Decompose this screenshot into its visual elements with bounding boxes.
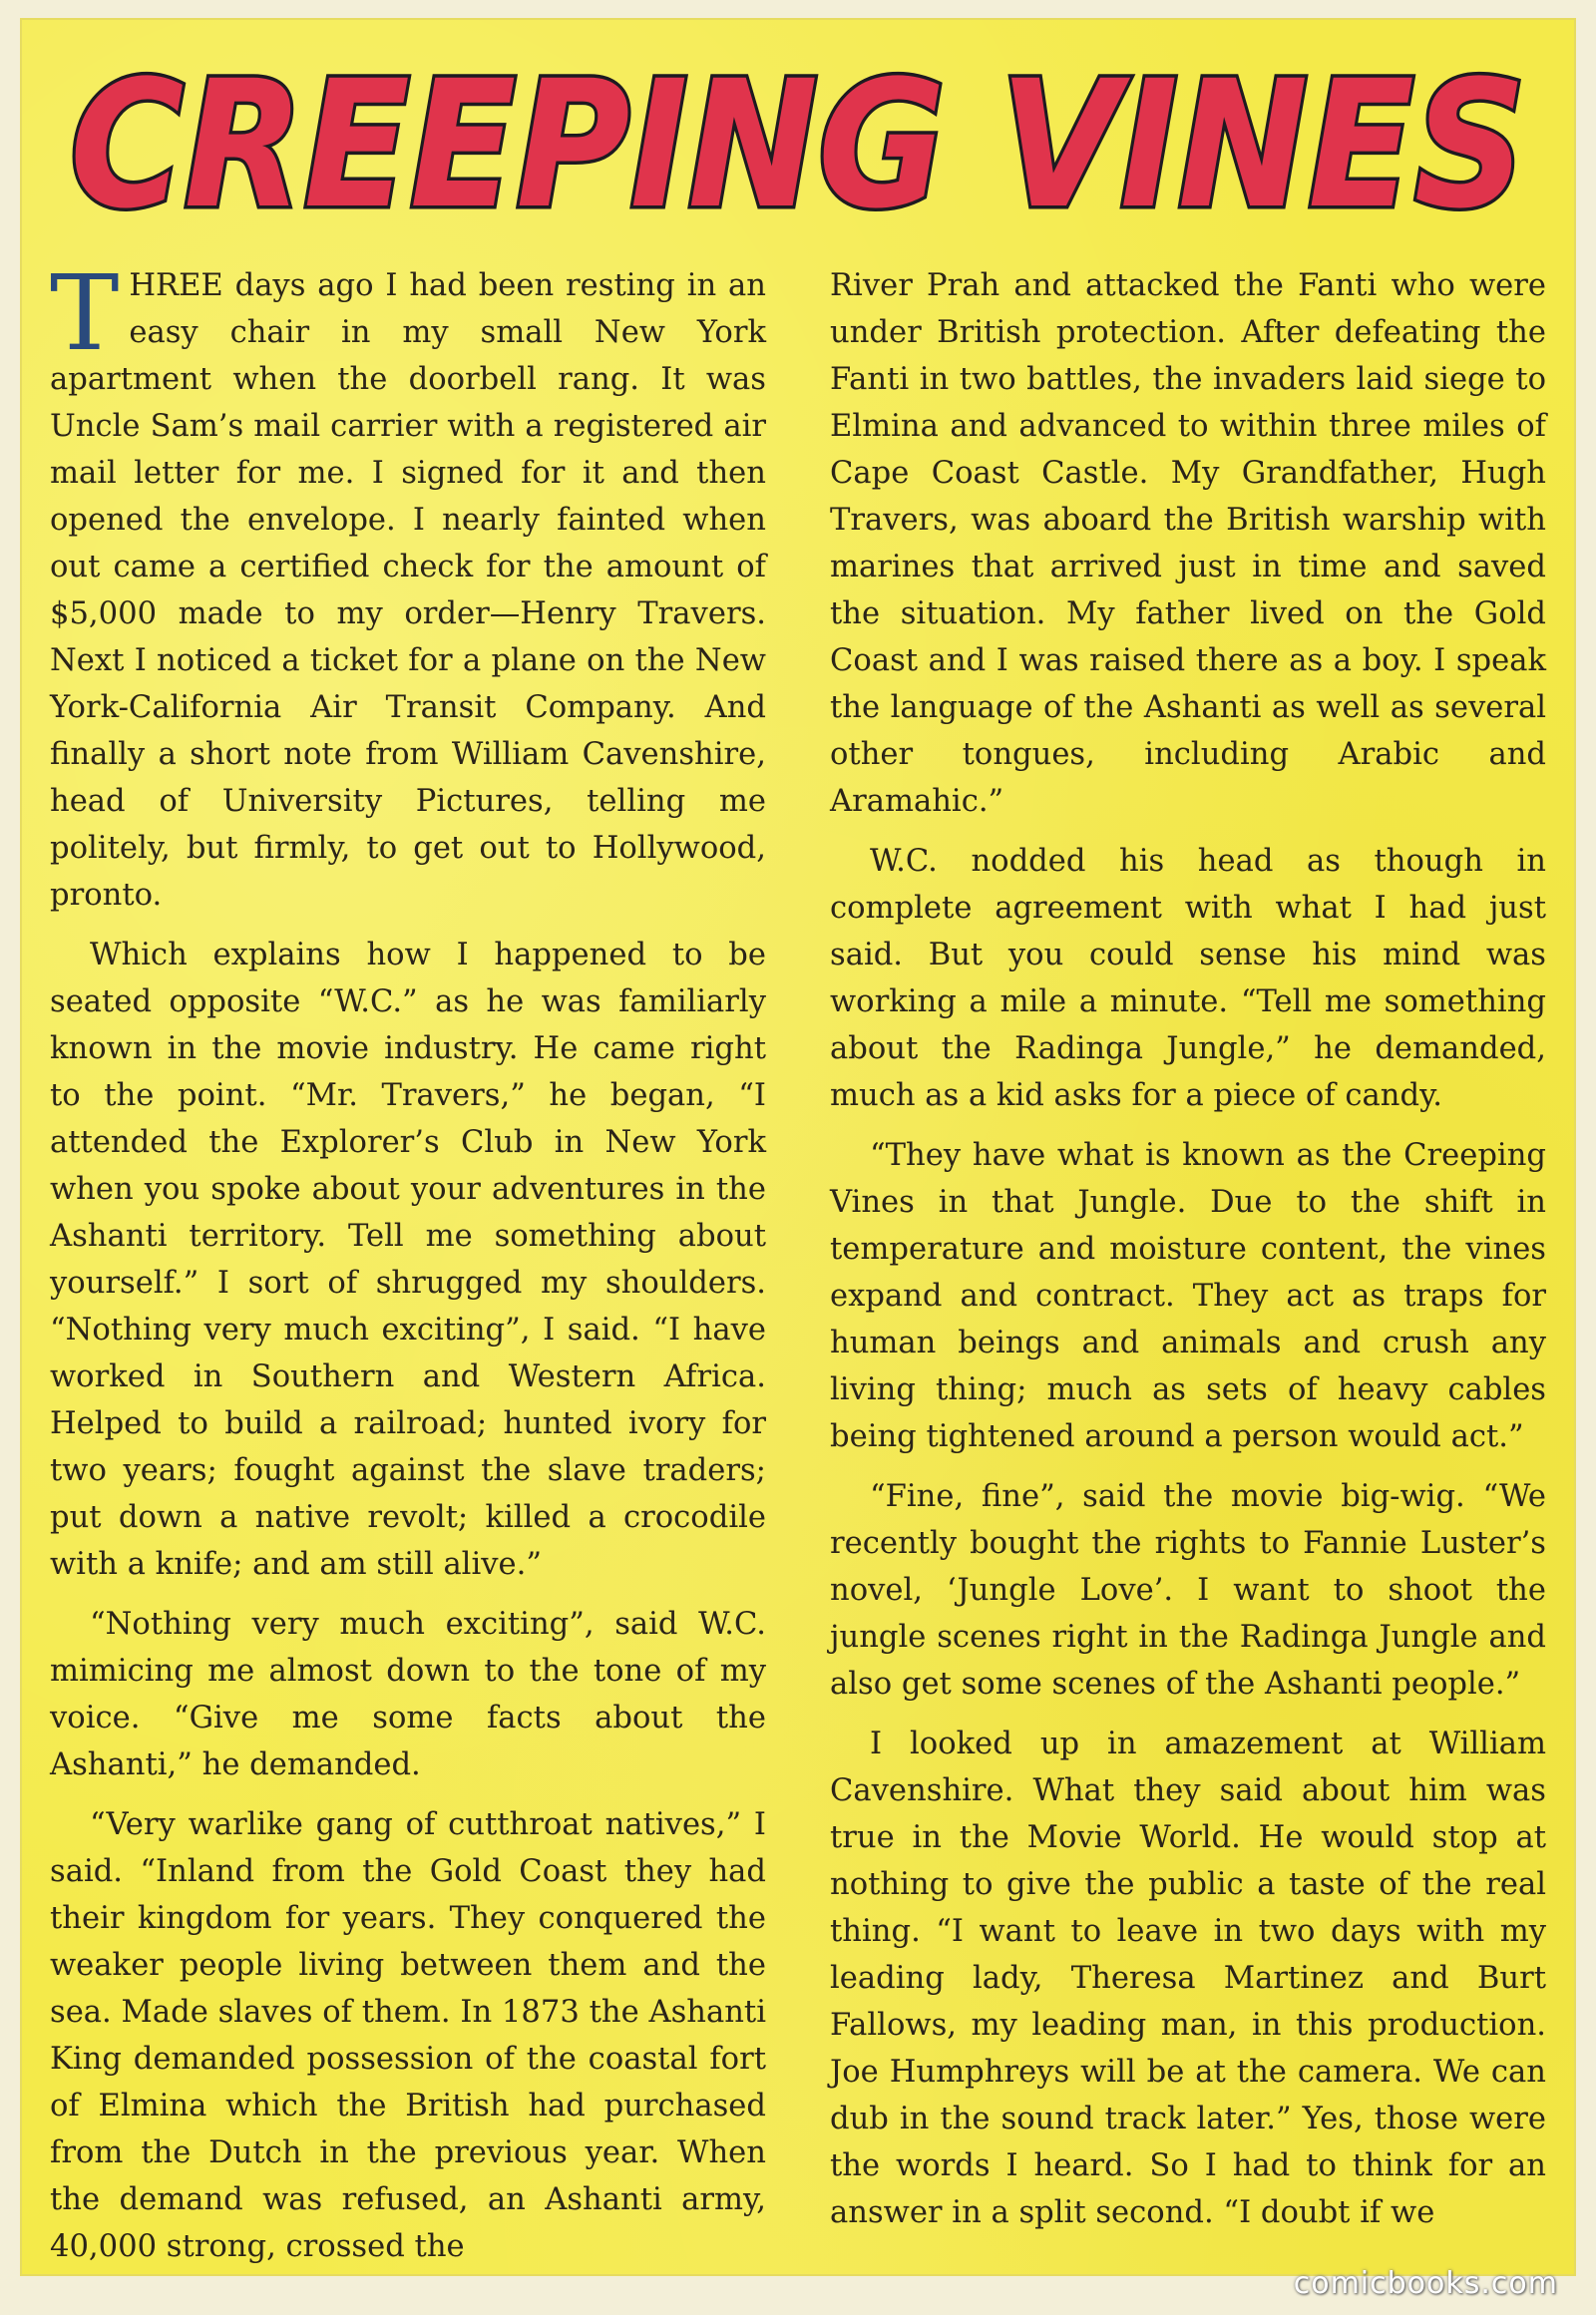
story-columns [50,252,1546,2272]
right-column [830,262,1546,2272]
left-column [50,252,766,2272]
site-watermark: comicbooks.com [1293,2266,1558,2301]
paragraph: “They have what is known as the Creeping Vines in that Jungle. Due to the shift in temperature and moisture content, the vines expand and contract. They act as traps for human beings and animals and crush any living thing; much as sets of heavy cables being tightened around a person would act.” [830,1138,1546,1454]
story-title [50,38,1546,247]
paragraph: “Fine, fine”, said the movie big-wig. “We recently bought the rights to Fannie Luster’s novel, ‘Jungle Love’. I want to shoot the jungle scenes right in the Radinga Jungle and also get some scenes of the Ashanti people.” [830,1479,1546,1702]
paragraph-continued: River Prah and attacked the Fanti who were under British protection. After defeating the Fanti in two battles, the invaders laid siege to Elmina and advanced to within three miles of Cape Coast Castle. My Grandfather, Hugh Travers, was aboard the British warship with marines that arrived just in time and saved the situation. My father lived on the Gold Coast and I was raised there as a boy. I speak the language of the Ashanti as well as several other tongues, including Arabic and Aramahic.” [830,268,1546,819]
paragraph: I looked up in amazement at William Cavenshire. What they said about him was true in the Movie World. He would stop at nothing to give the public a taste of the real thing. “I want to leave in two days with my leading lady, Theresa Martinez and Burt Fallows, my leading man, in this production. Joe Humphreys will be at the camera. We can dub in the sound track later.” Yes, those were the words I heard. So I had to think for an answer in a split second. “I doubt if we [830,1727,1546,2230]
paragraph: “Nothing very much exciting”, said W.C. mimicing me almost down to the tone of my voice. “Give me some facts about the Ashanti,” he demanded. [50,1607,766,1782]
drop-cap: T [50,252,120,374]
title-text: CREEPING VINES [70,43,1526,247]
paragraph: W.C. nodded his head as though in complete agreement with what I had just said. But you could sense his mind was working a mile a minute. “Tell me something about the Radinga Jungle,” he demanded, much as a kid asks for a piece of candy. [830,844,1546,1113]
story-page [20,18,1576,2276]
paragraph: Which explains how I happened to be seated opposite “W.C.” as he was familiarly known in the movie industry. He came right to the point. “Mr. Travers,” he began, “I attended the Explorer’s Club in New York when you spoke about your adventures in the Ashanti territory. Tell me something about yourself.” I sort of shrugged my shoulders. “Nothing very much exciting”, I said. “I have worked in Southern and Western Africa. Helped to build a railroad; hunted ivory for two years; fought against the slave traders; put down a native revolt; killed a crocodile with a knife; and am still alive.” [50,938,766,1582]
title-lettering [50,38,1546,247]
paragraph [50,252,766,919]
paragraph-text: HREE days ago I had been resting in an easy chair in my small New York apartment when the doorbell rang. It was Uncle Sam’s mail carrier with a registered air mail letter for me. I signed for it and then opened the envelope. I nearly fainted when out came a certified check for the amount of $5,000 made to my order—Henry Travers. Next I noticed a ticket for a plane on the New York-California Air Transit Company. And finally a short note from William Cavenshire, head of University Pictures, telling me politely, but firmly, to get out to Hollywood, pronto. [50,268,766,913]
paragraph: “Very warlike gang of cutthroat natives,” I said. “Inland from the Gold Coast they had their kingdom for years. They conquered the weaker people living between them and the sea. Made slaves of them. In 1873 the Ashanti King demanded possession of the coastal fort of Elmina which the British had purchased from the Dutch in the previous year. When the demand was refused, an Ashanti army, 40,000 strong, crossed the [50,1807,766,2264]
